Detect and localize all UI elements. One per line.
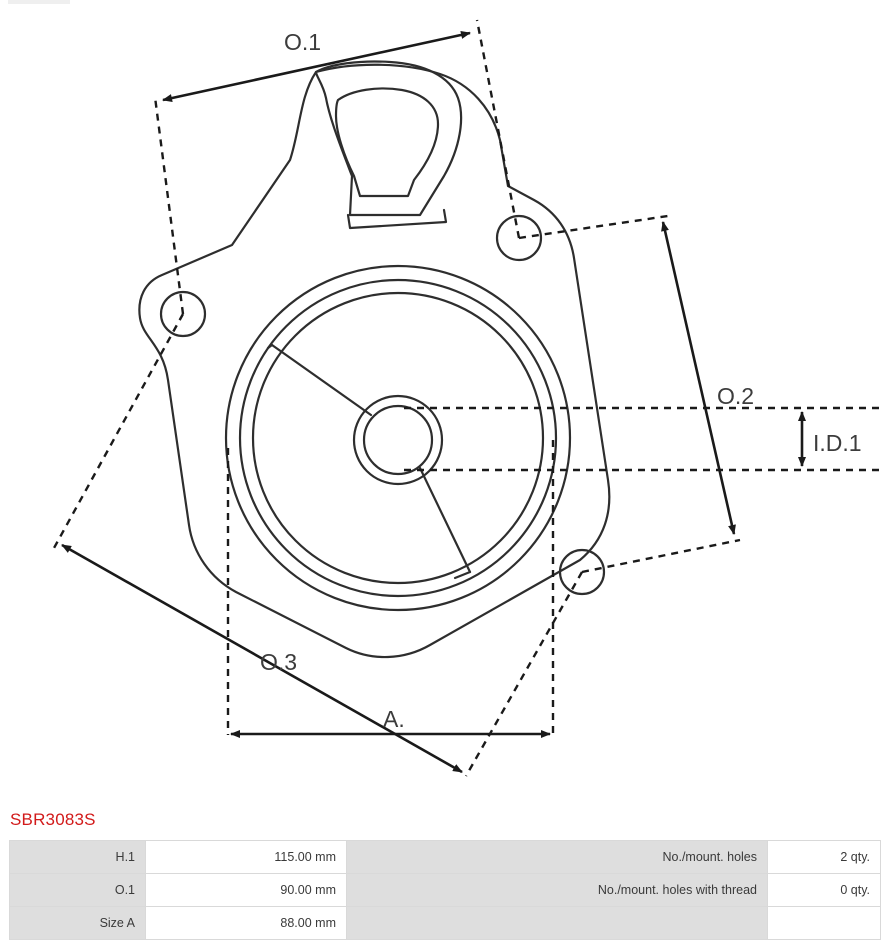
spec-label-h1: H.1: [10, 841, 146, 874]
specifications-table: [9, 840, 881, 940]
handle-loop-outer: [316, 61, 461, 215]
dim-label-id1: I.D.1: [813, 430, 862, 456]
dim-label-o1: O.1: [284, 29, 322, 55]
ext-line-o2-bottom: [582, 540, 740, 572]
spec-label-size-a: Size A: [10, 907, 146, 940]
bore-outer-circle: [226, 266, 570, 610]
spec-value-size-a: 88.00 mm: [146, 907, 347, 940]
center-hub-outer: [354, 396, 442, 484]
table-row: [10, 874, 881, 907]
spec-value-o1: 90.00 mm: [146, 874, 347, 907]
spec-empty-value: [768, 907, 881, 940]
spec-value-mount-holes-thread: 0 qty.: [768, 874, 881, 907]
dim-label-a: A.: [383, 706, 405, 732]
dim-label-o3: O.3: [260, 649, 298, 675]
housing-outline: [139, 65, 609, 657]
spec-label-o1: O.1: [10, 874, 146, 907]
handle-base-lip: [348, 210, 446, 228]
spec-label-mount-holes-thread: No./mount. holes with thread: [347, 874, 768, 907]
center-hub-inner: [364, 406, 432, 474]
dim-label-o2: O.2: [717, 383, 755, 409]
part-code: SBR3083S: [10, 810, 96, 829]
spoke-lower-right: [420, 468, 470, 572]
dim-arrow-o2: [663, 222, 734, 534]
ext-line-o1-left: [155, 97, 183, 314]
bore-inner-circle: [253, 293, 543, 583]
ext-line-o3-top: [54, 314, 183, 548]
table-row: [10, 841, 881, 874]
ext-line-o1-right: [477, 20, 519, 238]
spec-value-h1: 115.00 mm: [146, 841, 347, 874]
table-row: [10, 907, 881, 940]
bore-mid-circle: [240, 280, 556, 596]
ext-line-o3-bottom: [466, 572, 582, 776]
spec-empty-label: [347, 907, 768, 940]
spoke-upper-left: [272, 345, 371, 415]
spec-label-mount-holes: No./mount. holes: [347, 841, 768, 874]
spec-value-mount-holes: 2 qty.: [768, 841, 881, 874]
spoke-lower-right-tip: [455, 572, 470, 578]
